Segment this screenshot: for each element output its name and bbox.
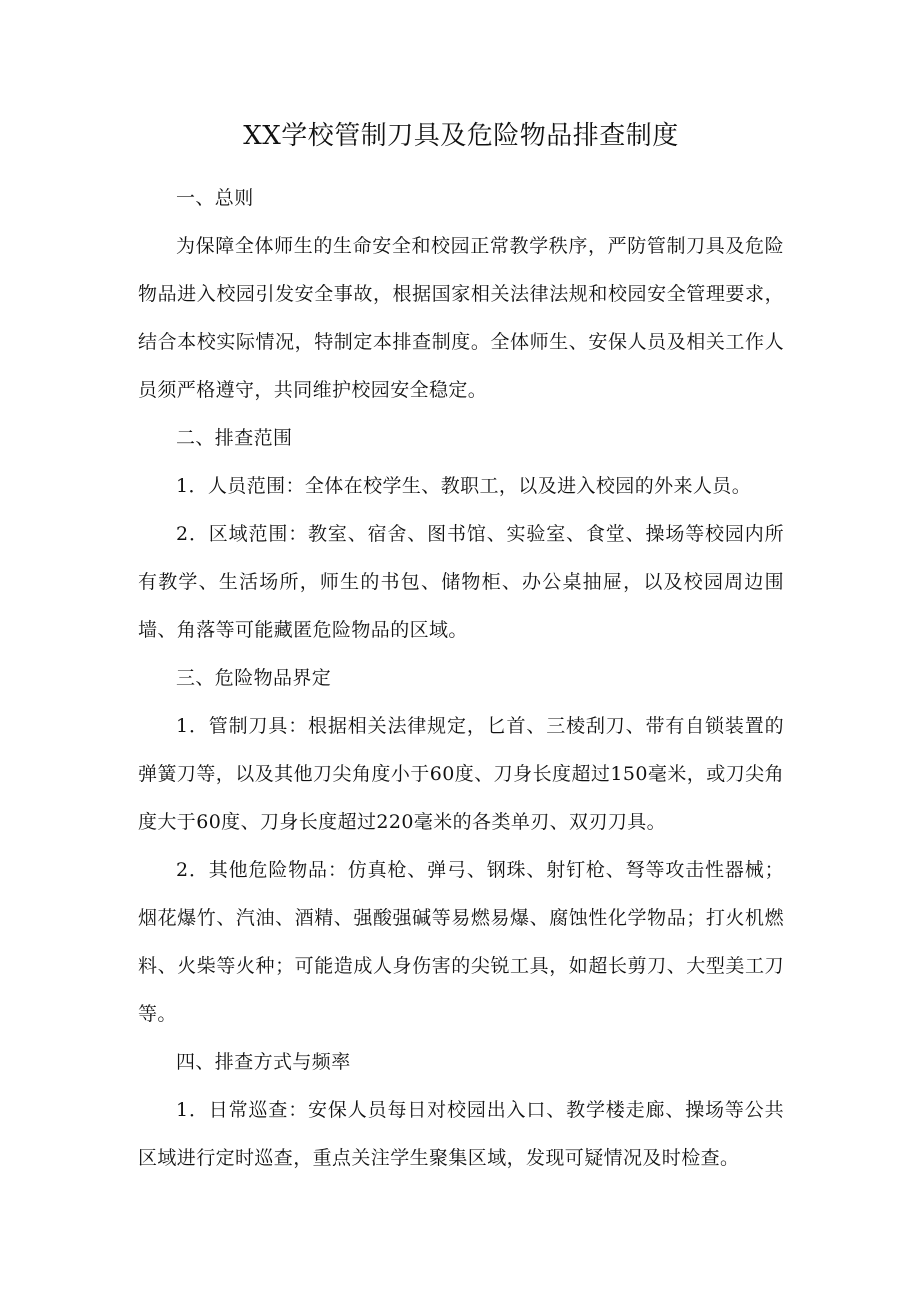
paragraph-definition-other: 2．其他危险物品：仿真枪、弹弓、钢珠、射钉枪、弩等攻击性器械；烟花爆竹、汽油、酒精、强酸强碱等易燃易爆、腐蚀性化学物品；打火机燃料、火柴等火种；可能造成人身伤害的尖锐工具，如超长剪刀、大型美工刀等。: [138, 859, 784, 1025]
section-heading-general: 一、总则: [176, 187, 254, 209]
paragraph-general-purpose: 为保障全体师生的生命安全和校园正常教学秩序，严防管制刀具及危险物品进入校园引发安全事故，根据国家相关法律法规和校园安全管理要求，结合本校实际情况，特制定本排查制度。全体师生、安保人员及相关工作人员须严格遵守，共同维护校园安全稳定。: [138, 235, 784, 401]
document-title: XX学校管制刀具及危险物品排查制度: [243, 121, 679, 151]
section-heading-scope: 二、排查范围: [176, 427, 293, 449]
section-heading-definition: 三、危险物品界定: [176, 667, 332, 689]
paragraph-scope-personnel: 1．人员范围：全体在校学生、教职工，以及进入校园的外来人员。: [176, 475, 752, 497]
document-body: [138, 174, 784, 1182]
paragraph-scope-areas: 2．区域范围：教室、宿舍、图书馆、实验室、食堂、操场等校园内所有教学、生活场所，师生的书包、储物柜、办公桌抽屉，以及校园周边围墙、角落等可能藏匿危险物品的区域。: [138, 523, 784, 641]
paragraph-method-daily: 1．日常巡查：安保人员每日对校园出入口、教学楼走廊、操场等公共区域进行定时巡查，重点关注学生聚集区域，发现可疑情况及时检查。: [138, 1099, 784, 1169]
section-heading-method: 四、排查方式与频率: [176, 1051, 351, 1073]
paragraph-definition-knives: 1．管制刀具：根据相关法律规定，匕首、三棱刮刀、带有自锁装置的弹簧刀等，以及其他刀尖角度小于60度、刀身长度超过150毫米，或刀尖角度大于60度、刀身长度超过220毫米的各类单刃、双刃刀具。: [138, 715, 784, 833]
